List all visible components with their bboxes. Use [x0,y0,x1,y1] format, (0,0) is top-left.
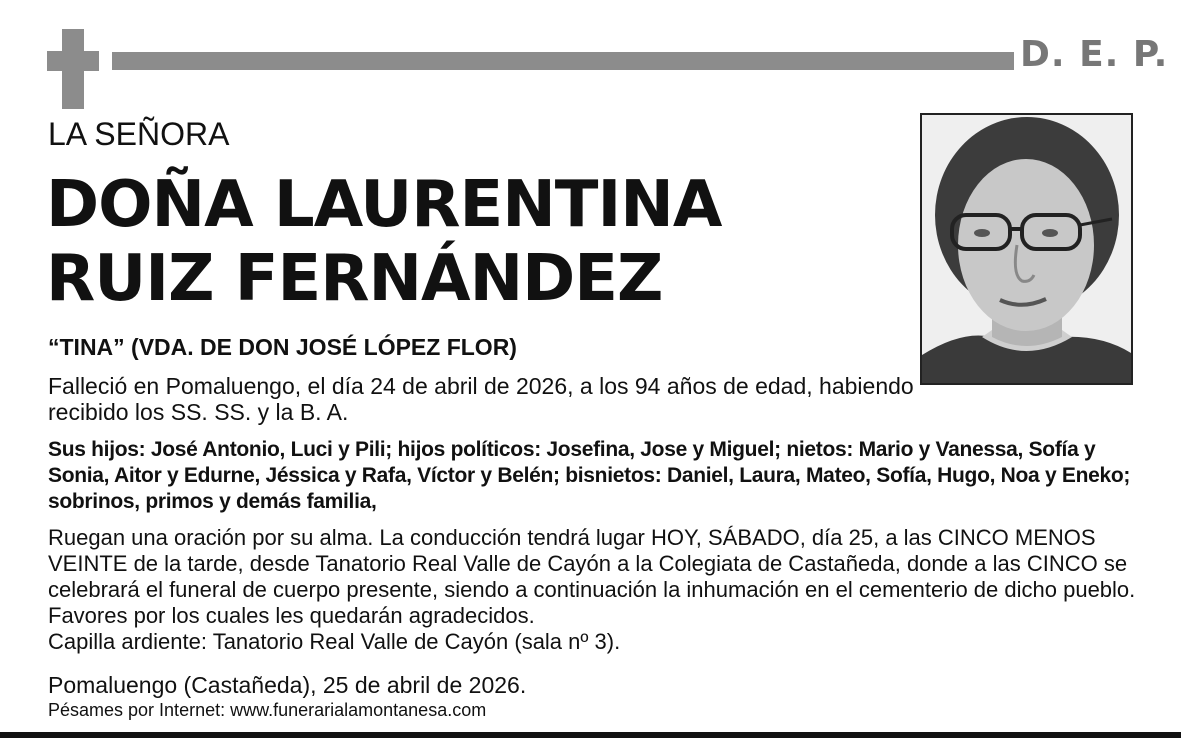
condolences-line: Pésames por Internet: www.funerarialamontanesa.com [48,700,487,720]
dep-heading: D. E. P. [1020,34,1169,75]
place-date: Pomaluengo (Castañeda), 25 de abril de 2026. [48,672,527,698]
portrait-photo [920,113,1133,385]
family-list: Sus hijos: José Antonio, Luci y Pili; hijos políticos: Josefina, Jose y Miguel; nietos: Mario y Vanessa, Sofía y Sonia, Aitor y Edurne, Jéssica y Rafa, Víctor y Belén; bisnietos: Daniel, Laura, Mateo, Sofía, Hugo, Noa y Eneko; sobrinos, primos y demás familia, [48,438,1131,513]
alias-line: “TINA” (VDA. DE DON JOSÉ LÓPEZ FLOR) [48,334,517,360]
death-notice: Falleció en Pomaluengo, el día 24 de abril de 2026, a los 94 años de edad, habiendo recibido los SS. SS. y la B. A. [48,373,914,425]
deceased-name [46,168,906,316]
funeral-text: Ruegan una oración por su alma. La conducción tendrá lugar HOY, SÁBADO, día 25, a las CINCO MENOS VEINTE de la tarde, desde Tanatorio Real Valle de Cayón a la Colegiata de Castañeda, donde a las CINCO se celebrará el funeral de cuerpo presente, siendo a continuación la inhumación en el cementerio de dicho pueblo. Favores por los cuales les quedarán agradecidos. [48,525,1136,628]
title-label: LA SEÑORA [48,116,230,152]
funeral-details [48,525,1143,655]
name-line-1: DOÑA LAURENTINA [46,168,722,242]
bottom-border [0,732,1181,738]
header-rule [112,52,1014,70]
cross-icon [47,29,99,109]
chapel-text: Capilla ardiente: Tanatorio Real Valle de Cayón (sala nº 3). [48,629,621,654]
name-line-2: RUIZ FERNÁNDEZ [46,242,663,316]
